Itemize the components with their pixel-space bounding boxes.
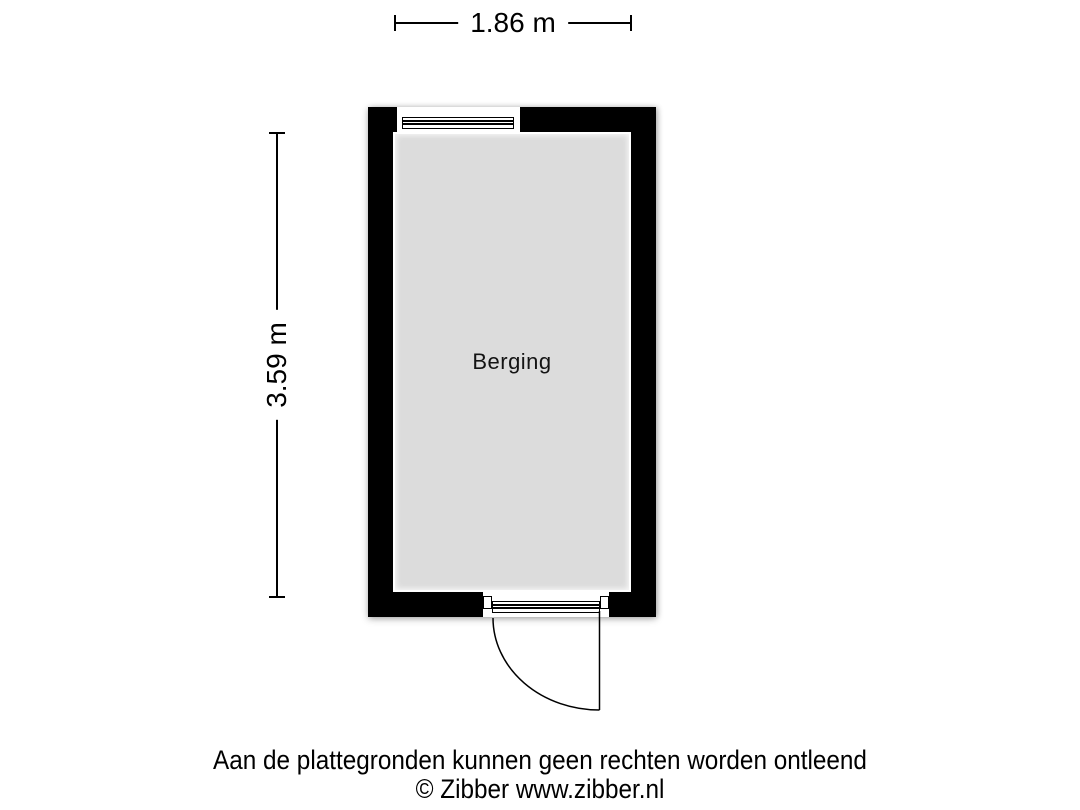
footer-disclaimer: Aan de plattegronden kunnen geen rechten worden ontleend <box>213 745 867 775</box>
window-symbol <box>402 117 514 129</box>
window-pane-line <box>403 120 513 121</box>
door-swing-arc <box>493 618 600 710</box>
dimension-width-label: 1.86 m <box>458 7 568 39</box>
dimension-width-tick-right <box>630 15 632 31</box>
dimension-height-label: 3.59 m <box>261 310 293 420</box>
footer-credit: © Zibber www.zibber.nl <box>415 774 665 804</box>
room-label: Berging <box>472 349 552 374</box>
room-interior <box>393 132 631 592</box>
floorplan-outline <box>368 107 656 617</box>
dimension-height-tick-top <box>269 132 285 134</box>
window-opening <box>397 107 520 132</box>
footer <box>0 745 1080 804</box>
window-pane-line <box>403 123 513 124</box>
dimension-width-tick-left <box>394 15 396 31</box>
dimension-height-tick-bottom <box>269 596 285 598</box>
room-berging <box>395 134 629 590</box>
door-swing-symbol <box>480 605 620 720</box>
